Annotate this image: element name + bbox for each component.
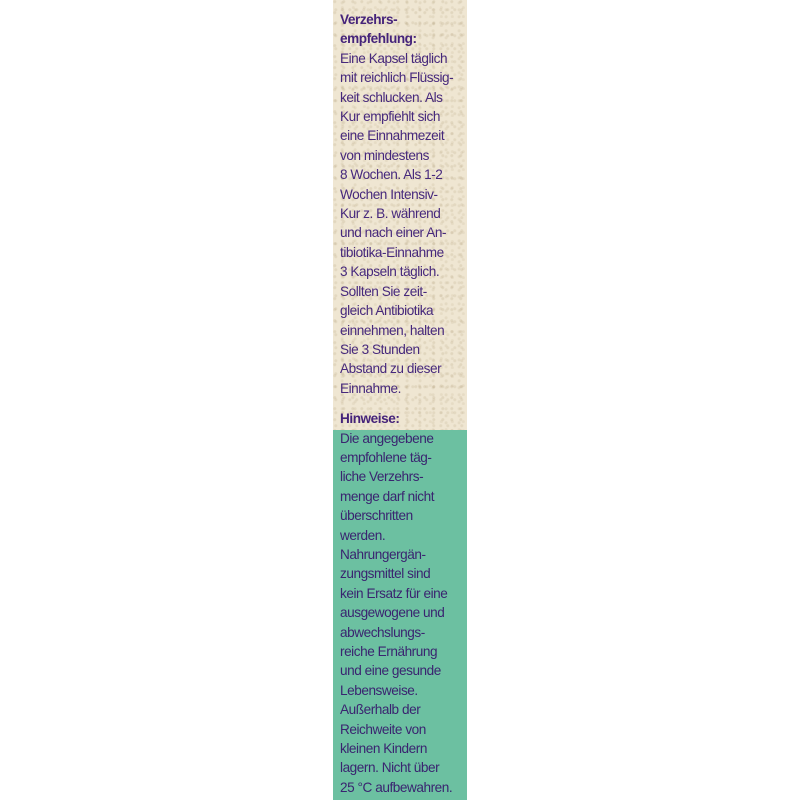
notes-text-line: Reichweite von: [340, 721, 426, 737]
notes-text-line: ausgewogene und: [340, 605, 445, 621]
intake-text-line: von mindestens: [340, 147, 429, 163]
intake-text-line: gleich Antibiotika: [340, 303, 434, 319]
intake-text-line: Kur z. B. während: [340, 206, 441, 222]
notes-text-line: Die angegebene: [340, 430, 434, 446]
notes-text-line: Nahrungergän-: [340, 546, 426, 562]
intake-text-line: Kur empfiehlt sich: [340, 109, 440, 125]
intake-text-line: Sie 3 Stunden: [340, 341, 420, 357]
intake-text-line: tibiotika-Einnahme: [340, 244, 444, 260]
notes-text-line: empfohlene täg-: [340, 449, 432, 465]
notes-text-line: Lebensweise.: [340, 682, 418, 698]
intake-text-line: 8 Wochen. Als 1-2: [340, 167, 443, 183]
intake-text-line: und nach einer An-: [340, 225, 447, 241]
intake-heading-line-2: empfehlung:: [340, 31, 417, 47]
notes-text-line: menge darf nicht: [340, 488, 435, 504]
intake-text-line: keit schlucken. Als: [340, 89, 443, 105]
intake-recommendation-text: [340, 49, 466, 398]
intake-text-line: mit reichlich Flüssig-: [340, 70, 454, 86]
package-label-strip: [333, 0, 467, 800]
notes-text-line: kleinen Kindern: [340, 741, 427, 757]
notes-text-line: überschritten: [340, 508, 413, 524]
notes-text-line: und eine gesunde: [340, 663, 441, 679]
notes-text-line: reiche Ernährung: [340, 643, 438, 659]
intake-text-line: Wochen Intensiv-: [340, 186, 438, 202]
notes-text-line: abwechslungs-: [340, 624, 425, 640]
notes-text-line: Außerhalb der: [340, 702, 421, 718]
notes-text-line: zungsmittel sind: [340, 566, 431, 582]
intake-heading: [340, 10, 466, 49]
notes-text: [340, 429, 466, 798]
intake-text-line: Abstand zu dieser: [340, 361, 442, 377]
intake-text-line: eine Einnahmezeit: [340, 128, 445, 144]
notes-text-line: 25 °C aufbewahren.: [340, 779, 453, 795]
label-text: [340, 10, 466, 797]
notes-heading: Hinweise:: [340, 411, 400, 427]
intake-text-line: Eine Kapsel täglich: [340, 50, 448, 66]
intake-text-line: Einnahme.: [340, 380, 401, 396]
notes-text-line: lagern. Nicht über: [340, 760, 440, 776]
notes-text-line: werden.: [340, 527, 386, 543]
intake-heading-line-1: Verzehrs-: [340, 12, 398, 27]
notes-text-line: kein Ersatz für eine: [340, 585, 448, 601]
intake-text-line: Sollten Sie zeit-: [340, 283, 427, 299]
intake-text-line: 3 Kapseln täglich.: [340, 264, 440, 280]
intake-text-line: einnehmen, halten: [340, 322, 445, 338]
notes-text-line: liche Verzehrs-: [340, 469, 424, 485]
